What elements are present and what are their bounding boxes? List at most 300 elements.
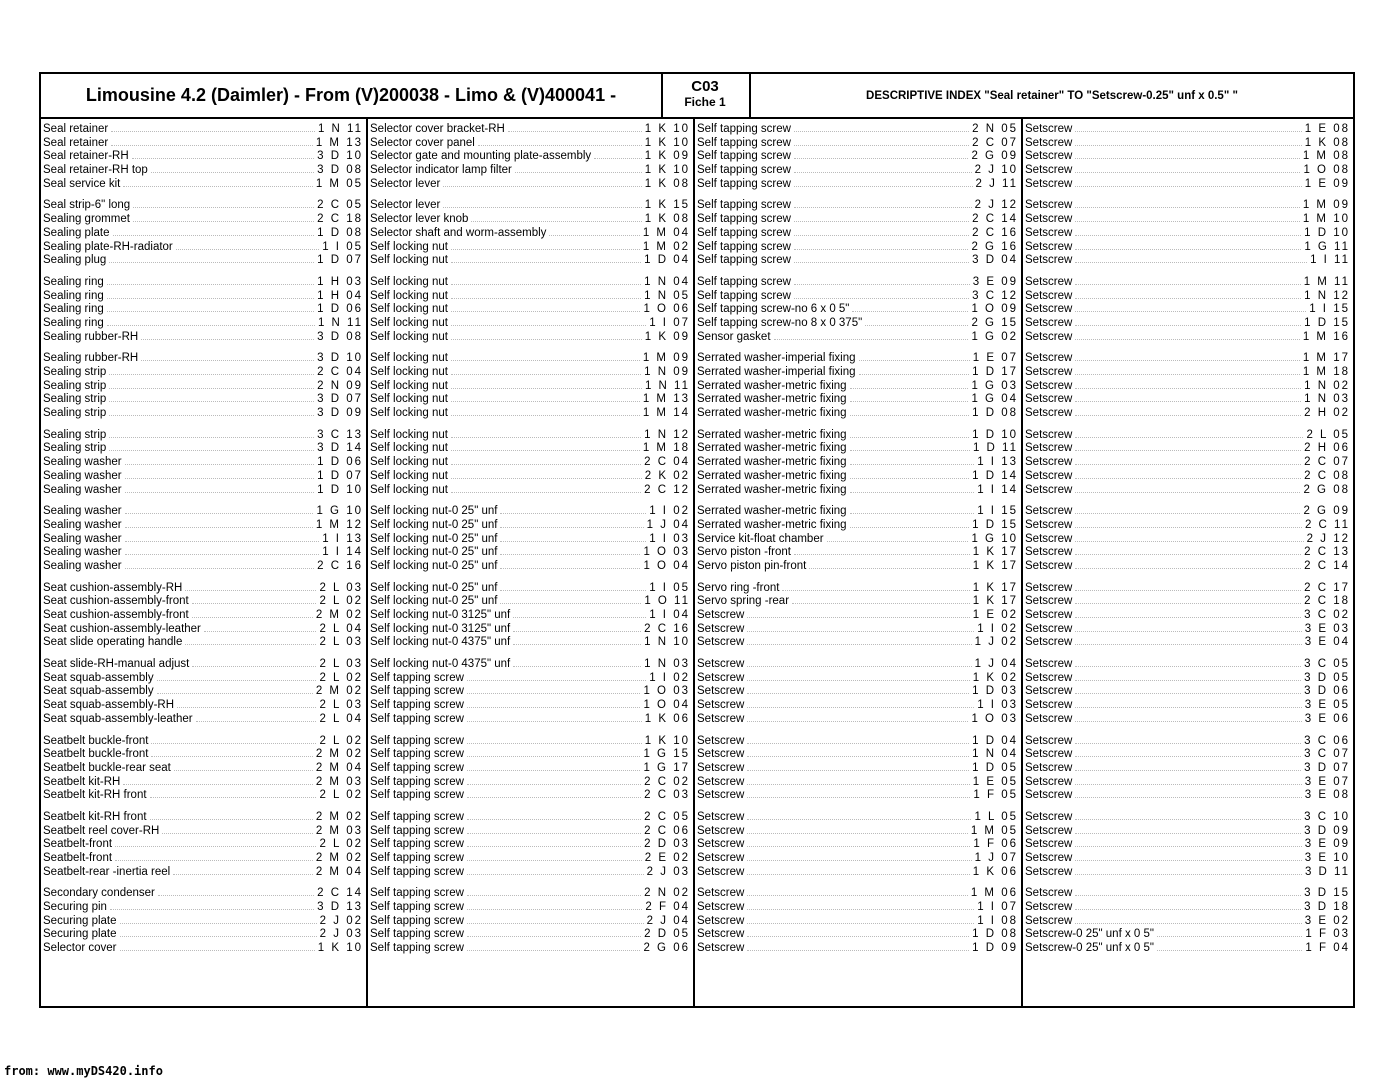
grid-reference: 1 M 13 bbox=[642, 393, 690, 406]
index-group bbox=[41, 198, 366, 266]
grid-reference: 2 L 02 bbox=[319, 838, 363, 851]
index-group bbox=[368, 810, 693, 878]
grid-reference: 3 D 07 bbox=[317, 393, 363, 406]
part-name: Self locking nut bbox=[370, 469, 448, 482]
index-group bbox=[1023, 581, 1353, 649]
leader-dots bbox=[109, 365, 314, 375]
grid-reference: 2 C 14 bbox=[317, 887, 363, 900]
index-group bbox=[1023, 275, 1353, 343]
leader-dots bbox=[1075, 608, 1301, 618]
part-name: Seat squab-assembly bbox=[43, 685, 154, 698]
grid-reference: 1 I 05 bbox=[649, 581, 690, 594]
index-entry bbox=[41, 212, 366, 226]
grid-reference: 1 I 07 bbox=[649, 316, 690, 329]
leader-dots bbox=[747, 712, 968, 722]
index-entry bbox=[41, 149, 366, 163]
leader-dots bbox=[513, 622, 641, 632]
index-entry bbox=[695, 330, 1021, 344]
grid-reference: 3 D 10 bbox=[317, 150, 363, 163]
leader-dots bbox=[1075, 240, 1301, 250]
index-entry bbox=[695, 824, 1021, 838]
index-entry bbox=[41, 900, 366, 914]
leader-dots bbox=[451, 302, 640, 312]
leader-dots bbox=[467, 761, 641, 771]
part-name: Self tapping screw bbox=[697, 136, 791, 149]
index-entry bbox=[368, 837, 693, 851]
part-name: Setscrew bbox=[1025, 636, 1073, 649]
leader-dots bbox=[1075, 518, 1302, 528]
index-entry bbox=[368, 635, 693, 649]
grid-reference: 1 N 10 bbox=[644, 636, 690, 649]
leader-dots bbox=[850, 379, 969, 389]
leader-dots bbox=[747, 671, 969, 681]
index-entry bbox=[368, 253, 693, 267]
index-entry bbox=[1023, 581, 1353, 595]
leader-dots bbox=[109, 392, 314, 402]
index-group bbox=[41, 275, 366, 343]
part-name: Sealing washer bbox=[43, 456, 122, 469]
index-entry bbox=[695, 900, 1021, 914]
index-entry bbox=[1023, 316, 1353, 330]
index-entry bbox=[1023, 824, 1353, 838]
leader-dots bbox=[471, 212, 641, 222]
index-group bbox=[695, 581, 1021, 649]
grid-reference: 1 D 08 bbox=[972, 407, 1018, 420]
index-entry bbox=[41, 886, 366, 900]
grid-reference: 2 C 05 bbox=[317, 199, 363, 212]
part-name: Setscrew-0 25" unf x 0 5" bbox=[1025, 928, 1154, 941]
index-entry bbox=[41, 581, 366, 595]
part-name: Sealing strip bbox=[43, 407, 107, 420]
grid-reference: 1 N 11 bbox=[317, 123, 363, 135]
grid-reference: 1 F 06 bbox=[973, 838, 1018, 851]
grid-reference: 1 K 17 bbox=[972, 559, 1018, 572]
part-name: Setscrew bbox=[697, 622, 745, 635]
part-name: Sealing washer bbox=[43, 505, 122, 518]
leader-dots bbox=[747, 851, 971, 861]
index-group bbox=[695, 351, 1021, 419]
part-name: Setscrew bbox=[1025, 559, 1073, 572]
part-name: Seal retainer bbox=[43, 136, 109, 149]
leader-dots bbox=[513, 635, 641, 645]
leader-dots bbox=[196, 712, 317, 722]
grid-reference: 2 N 05 bbox=[972, 123, 1018, 135]
index-group bbox=[41, 122, 366, 190]
index-entry bbox=[695, 775, 1021, 789]
leader-dots bbox=[1075, 886, 1301, 896]
leader-dots bbox=[467, 837, 641, 847]
leader-dots bbox=[451, 428, 641, 438]
grid-reference: 1 D 14 bbox=[972, 469, 1018, 482]
grid-reference: 3 D 11 bbox=[1304, 865, 1350, 878]
index-entry bbox=[368, 275, 693, 289]
leader-dots bbox=[176, 240, 319, 250]
index-entry bbox=[368, 747, 693, 761]
part-name: Selector indicator lamp filter bbox=[370, 164, 512, 177]
part-name: Serrated washer-metric fixing bbox=[697, 428, 847, 441]
index-group bbox=[1023, 428, 1353, 496]
index-entry bbox=[368, 212, 693, 226]
index-entry bbox=[695, 851, 1021, 865]
grid-reference: 2 L 02 bbox=[319, 734, 363, 747]
part-name: Serrated washer-metric fixing bbox=[697, 393, 847, 406]
index-entry bbox=[695, 136, 1021, 150]
grid-reference: 2 G 09 bbox=[971, 150, 1018, 163]
index-entry bbox=[1023, 914, 1353, 928]
grid-reference: 1 M 18 bbox=[642, 442, 690, 455]
leader-dots bbox=[747, 684, 969, 694]
grid-reference: 1 D 10 bbox=[317, 483, 363, 496]
leader-dots bbox=[1075, 253, 1307, 263]
part-name: Selector cover bracket-RH bbox=[370, 123, 505, 135]
grid-reference: 1 D 15 bbox=[1304, 316, 1350, 329]
part-name: Self tapping screw bbox=[697, 240, 791, 253]
leader-dots bbox=[747, 734, 969, 744]
leader-dots bbox=[478, 136, 642, 146]
part-name: Setscrew bbox=[1025, 505, 1073, 518]
index-entry bbox=[368, 316, 693, 330]
index-entry bbox=[41, 504, 366, 518]
leader-dots bbox=[1075, 594, 1301, 604]
index-group bbox=[368, 886, 693, 954]
leader-dots bbox=[515, 163, 642, 173]
part-name: Self tapping screw bbox=[370, 734, 464, 747]
index-entry bbox=[41, 657, 366, 671]
grid-reference: 2 C 04 bbox=[644, 456, 690, 469]
part-name: Securing plate bbox=[43, 928, 117, 941]
index-entry bbox=[695, 684, 1021, 698]
part-name: Setscrew bbox=[1025, 595, 1073, 608]
grid-reference: 2 L 03 bbox=[319, 636, 363, 649]
grid-reference: 3 E 03 bbox=[1304, 622, 1350, 635]
index-entry bbox=[368, 149, 693, 163]
index-entry bbox=[1023, 483, 1353, 497]
leader-dots bbox=[747, 927, 969, 937]
grid-reference: 3 C 12 bbox=[972, 289, 1018, 302]
index-entry bbox=[695, 810, 1021, 824]
leader-dots bbox=[185, 581, 316, 591]
index-entry bbox=[695, 483, 1021, 497]
leader-dots bbox=[1075, 851, 1301, 861]
leader-dots bbox=[123, 775, 312, 785]
grid-reference: 1 D 07 bbox=[317, 469, 363, 482]
index-entry bbox=[1023, 122, 1353, 136]
grid-reference: 1 O 03 bbox=[643, 546, 690, 559]
index-entry bbox=[368, 810, 693, 824]
grid-reference: 2 C 02 bbox=[644, 775, 690, 788]
grid-reference: 1 O 08 bbox=[1303, 164, 1350, 177]
part-name: Self locking nut-0 25" unf bbox=[370, 581, 498, 594]
index-entry bbox=[368, 351, 693, 365]
part-name: Sealing plate bbox=[43, 226, 110, 239]
index-entry bbox=[1023, 747, 1353, 761]
grid-reference: 3 D 06 bbox=[1304, 685, 1350, 698]
index-group bbox=[41, 886, 366, 954]
index-group bbox=[1023, 198, 1353, 266]
part-name: Self tapping screw bbox=[370, 789, 464, 802]
leader-dots bbox=[782, 581, 969, 591]
index-entry bbox=[368, 302, 693, 316]
index-entry bbox=[368, 622, 693, 636]
index-entry bbox=[41, 302, 366, 316]
index-entry bbox=[368, 545, 693, 559]
grid-reference: 1 K 08 bbox=[1304, 136, 1350, 149]
part-name: Self tapping screw bbox=[370, 901, 464, 914]
grid-reference: 1 N 03 bbox=[644, 658, 690, 671]
index-entry bbox=[1023, 177, 1353, 191]
index-group bbox=[41, 734, 366, 802]
grid-reference: 1 K 10 bbox=[644, 734, 690, 747]
part-name: Self locking nut bbox=[370, 442, 448, 455]
index-entry bbox=[368, 581, 693, 595]
grid-reference: 2 C 07 bbox=[972, 136, 1018, 149]
grid-reference: 1 I 03 bbox=[977, 699, 1018, 712]
part-name: Sealing strip bbox=[43, 428, 107, 441]
part-name: Setscrew bbox=[1025, 303, 1073, 316]
leader-dots bbox=[1075, 824, 1301, 834]
part-name: Setscrew bbox=[1025, 581, 1073, 594]
index-entry bbox=[1023, 136, 1353, 150]
leader-dots bbox=[747, 941, 969, 951]
index-entry bbox=[41, 289, 366, 303]
leader-dots bbox=[150, 788, 317, 798]
index-entry bbox=[1023, 302, 1353, 316]
index-entry bbox=[695, 289, 1021, 303]
leader-dots bbox=[467, 810, 641, 820]
grid-reference: 1 D 06 bbox=[317, 303, 363, 316]
grid-reference: 2 L 03 bbox=[319, 658, 363, 671]
part-name: Setscrew bbox=[697, 942, 745, 955]
index-entry bbox=[368, 428, 693, 442]
part-name: Seat cushion-assembly-leather bbox=[43, 622, 201, 635]
index-group bbox=[368, 122, 693, 190]
part-name: Self locking nut bbox=[370, 428, 448, 441]
grid-reference: 1 I 02 bbox=[649, 505, 690, 518]
leader-dots bbox=[204, 622, 317, 632]
index-entry bbox=[41, 788, 366, 802]
leader-dots bbox=[850, 504, 975, 514]
leader-dots bbox=[451, 240, 640, 250]
part-name: Setscrew bbox=[1025, 483, 1073, 496]
grid-reference: 2 C 16 bbox=[644, 622, 690, 635]
part-name: Serrated washer-metric fixing bbox=[697, 469, 847, 482]
grid-reference: 3 C 06 bbox=[1304, 734, 1350, 747]
leader-dots bbox=[1075, 712, 1301, 722]
leader-dots bbox=[125, 545, 320, 555]
index-entry bbox=[1023, 559, 1353, 573]
index-group bbox=[1023, 351, 1353, 419]
part-name: Setscrew bbox=[697, 901, 745, 914]
grid-reference: 1 I 14 bbox=[977, 483, 1018, 496]
index-entry bbox=[41, 379, 366, 393]
grid-reference: 1 M 11 bbox=[1303, 275, 1350, 288]
grid-reference: 1 O 09 bbox=[971, 303, 1018, 316]
part-name: Seatbelt-rear -inertia reel bbox=[43, 865, 171, 878]
leader-dots bbox=[1075, 289, 1301, 299]
grid-reference: 2 C 03 bbox=[644, 789, 690, 802]
part-name: Sealing washer bbox=[43, 546, 122, 559]
leader-dots bbox=[467, 927, 641, 937]
grid-reference: 1 I 15 bbox=[977, 505, 1018, 518]
index-entry bbox=[368, 684, 693, 698]
grid-reference: 1 K 02 bbox=[972, 671, 1018, 684]
grid-reference: 1 F 04 bbox=[1305, 942, 1350, 955]
index-entry bbox=[695, 788, 1021, 802]
index-entry bbox=[695, 163, 1021, 177]
part-name: Selector shaft and worm-assembly bbox=[370, 226, 547, 239]
part-name: Self tapping screw bbox=[697, 254, 791, 267]
part-name: Sealing ring bbox=[43, 303, 104, 316]
grid-reference: 2 N 09 bbox=[317, 379, 363, 392]
grid-reference: 1 J 04 bbox=[646, 518, 690, 531]
index-entry bbox=[41, 532, 366, 546]
grid-reference: 1 K 09 bbox=[644, 150, 690, 163]
part-name: Self tapping screw bbox=[697, 164, 791, 177]
index-entry bbox=[41, 545, 366, 559]
part-name: Setscrew bbox=[1025, 226, 1073, 239]
leader-dots bbox=[157, 671, 317, 681]
index-group bbox=[368, 275, 693, 343]
part-name: Seat squab-assembly-leather bbox=[43, 712, 193, 725]
grid-reference: 2 J 03 bbox=[319, 928, 363, 941]
grid-reference: 3 E 09 bbox=[972, 275, 1018, 288]
index-entry bbox=[41, 712, 366, 726]
grid-reference: 2 E 02 bbox=[644, 852, 690, 864]
leader-dots bbox=[859, 351, 970, 361]
leader-dots bbox=[1157, 927, 1302, 937]
part-name: Self tapping screw bbox=[370, 810, 464, 823]
index-entry bbox=[41, 824, 366, 838]
grid-reference: 1 M 04 bbox=[642, 226, 690, 239]
index-entry bbox=[695, 455, 1021, 469]
index-group bbox=[1023, 504, 1353, 572]
part-name: Setscrew bbox=[1025, 177, 1073, 190]
grid-reference: 3 C 10 bbox=[1304, 810, 1350, 823]
index-group bbox=[368, 351, 693, 419]
index-entry bbox=[695, 226, 1021, 240]
index-entry bbox=[1023, 698, 1353, 712]
leader-dots bbox=[1075, 734, 1301, 744]
index-group bbox=[368, 198, 693, 266]
part-name: Serrated washer-metric fixing bbox=[697, 505, 847, 518]
grid-reference: 2 C 12 bbox=[644, 483, 690, 496]
part-name: Sealing washer bbox=[43, 469, 122, 482]
part-name: Self locking nut-0 25" unf bbox=[370, 518, 498, 531]
leader-dots bbox=[500, 594, 641, 604]
leader-dots bbox=[747, 810, 971, 820]
leader-dots bbox=[850, 428, 970, 438]
index-entry bbox=[1023, 504, 1353, 518]
part-name: Selector lever bbox=[370, 199, 441, 212]
leader-dots bbox=[109, 428, 314, 438]
part-name: Setscrew bbox=[697, 636, 745, 649]
index-entry bbox=[368, 886, 693, 900]
index-entry bbox=[695, 671, 1021, 685]
leader-dots bbox=[774, 330, 969, 340]
grid-reference: 2 G 08 bbox=[1303, 483, 1350, 496]
part-name: Self locking nut-0 25" unf bbox=[370, 505, 498, 518]
index-entry bbox=[695, 212, 1021, 226]
part-name: Serrated washer-metric fixing bbox=[697, 518, 847, 531]
part-name: Setscrew bbox=[1025, 428, 1073, 441]
leader-dots bbox=[850, 406, 970, 416]
index-entry bbox=[368, 671, 693, 685]
leader-dots bbox=[747, 824, 968, 834]
leader-dots bbox=[513, 657, 641, 667]
grid-reference: 1 K 06 bbox=[972, 865, 1018, 878]
leader-dots bbox=[120, 914, 317, 924]
leader-dots bbox=[451, 406, 640, 416]
part-name: Serrated washer-metric fixing bbox=[697, 483, 847, 496]
part-name: Sealing strip bbox=[43, 393, 107, 406]
leader-dots bbox=[125, 532, 320, 542]
part-name: Setscrew bbox=[1025, 254, 1073, 267]
index-group bbox=[368, 428, 693, 496]
index-entry bbox=[1023, 455, 1353, 469]
leader-dots bbox=[794, 275, 970, 285]
part-name: Self tapping screw bbox=[697, 123, 791, 135]
grid-reference: 1 K 15 bbox=[644, 199, 690, 212]
leader-dots bbox=[508, 122, 642, 132]
index-group bbox=[695, 657, 1021, 725]
part-name: Setscrew bbox=[1025, 761, 1073, 774]
part-name: Self locking nut bbox=[370, 366, 448, 378]
grid-reference: 1 I 02 bbox=[649, 671, 690, 684]
index-entry bbox=[1023, 941, 1353, 955]
index-entry bbox=[695, 837, 1021, 851]
leader-dots bbox=[850, 469, 970, 479]
index-entry bbox=[1023, 240, 1353, 254]
part-name: Sealing washer bbox=[43, 518, 122, 531]
index-entry bbox=[41, 635, 366, 649]
leader-dots bbox=[109, 253, 314, 263]
part-name: Seal strip-6" long bbox=[43, 199, 131, 212]
leader-dots bbox=[467, 698, 641, 708]
part-name: Setscrew bbox=[697, 761, 745, 774]
leader-dots bbox=[125, 469, 314, 479]
leader-dots bbox=[1075, 455, 1301, 465]
grid-reference: 1 I 15 bbox=[1309, 303, 1350, 316]
index-entry bbox=[1023, 635, 1353, 649]
grid-reference: 1 E 08 bbox=[1304, 123, 1350, 135]
index-entry bbox=[41, 837, 366, 851]
part-name: Setscrew bbox=[1025, 136, 1073, 149]
leader-dots bbox=[151, 734, 316, 744]
part-name: Serrated washer-imperial fixing bbox=[697, 352, 856, 365]
leader-dots bbox=[120, 941, 315, 951]
leader-dots bbox=[451, 365, 641, 375]
grid-reference: 2 N 02 bbox=[644, 887, 690, 900]
index-group bbox=[368, 734, 693, 802]
part-name: Servo piston pin-front bbox=[697, 559, 807, 572]
index-entry bbox=[368, 122, 693, 136]
part-name: Sealing ring bbox=[43, 289, 104, 302]
leader-dots bbox=[451, 253, 641, 263]
leader-dots bbox=[1075, 163, 1300, 173]
grid-reference: 1 D 09 bbox=[972, 942, 1018, 955]
index-entry bbox=[1023, 518, 1353, 532]
leader-dots bbox=[1075, 428, 1303, 438]
grid-reference: 2 M 02 bbox=[315, 810, 363, 823]
index-entry bbox=[695, 428, 1021, 442]
index-entry bbox=[368, 469, 693, 483]
part-name: Self tapping screw bbox=[370, 685, 464, 698]
index-entry bbox=[41, 810, 366, 824]
leader-dots bbox=[500, 518, 643, 528]
index-entry bbox=[1023, 253, 1353, 267]
index-entry bbox=[368, 775, 693, 789]
leader-dots bbox=[792, 594, 970, 604]
